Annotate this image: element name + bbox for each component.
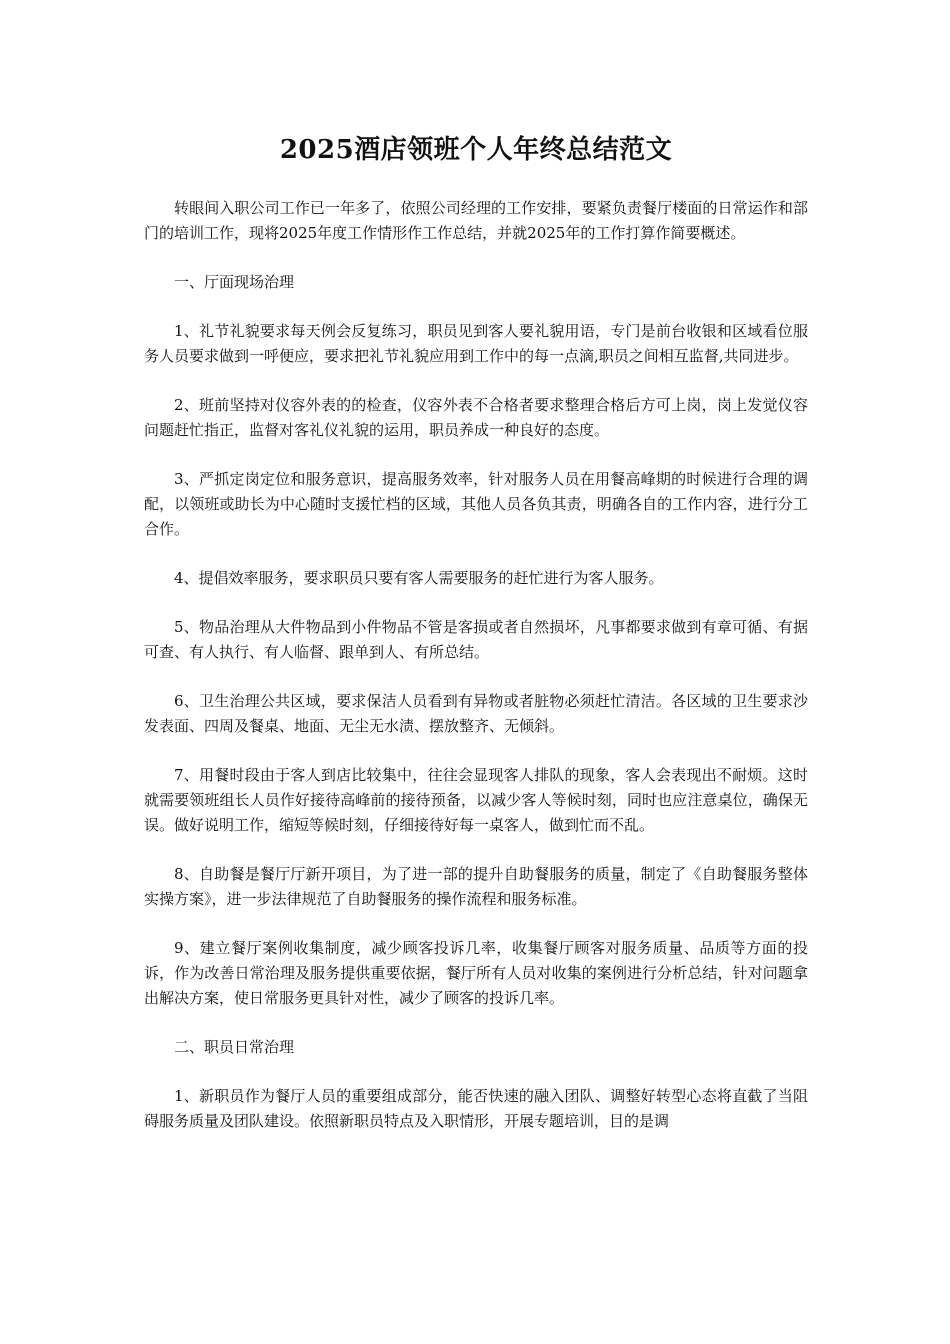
paragraph-1-3: 3、严抓定岗定位和服务意识，提高服务效率，针对服务人员在用餐高峰期的时候进行合理的调配，以领班或助长为中心随时支援忙档的区域，其他人员各负其责，明确各自的工作内容，进行分工合作。 <box>144 470 808 538</box>
paragraph-1-1: 1、礼节礼貌要求每天例会反复练习，职员见到客人要礼貌用语，专门是前台收银和区域看位服务人员要求做到一呼便应，要求把礼节礼貌应用到工作中的每一点滴,职员之间相互监督,共同进步。 <box>144 322 808 365</box>
section-heading-1: 一、厅面现场治理 <box>174 273 295 291</box>
intro-paragraph: 转眼间入职公司工作已一年多了，依照公司经理的工作安排，要紧负责餐厅楼面的日常运作和部门的培训工作，现将2025年度工作情形作工作总结，并就2025年的工作打算作简要概述。 <box>144 199 808 242</box>
section-heading-2: 二、职员日常治理 <box>174 1038 295 1056</box>
paragraph-1-2: 2、班前坚持对仪容外表的的检查，仪容外表不合格者要求整理合格后方可上岗，岗上发觉仪容问题赶忙指正，监督对客礼仪礼貌的运用，职员养成一种良好的态度。 <box>144 396 808 439</box>
document-body <box>144 196 808 1134</box>
paragraph-1-8: 8、自助餐是餐厅厅新开项目，为了进一部的提升自助餐服务的质量，制定了《自助餐服务整体实操方案》，进一步法律规范了自助餐服务的操作流程和服务标准。 <box>144 865 808 908</box>
document-title: 2025酒店领班个人年终总结范文 <box>279 135 673 165</box>
paragraph-2-1: 1、新职员作为餐厅人员的重要组成部分，能否快速的融入团队、调整好转型心态将直截了当阻碍服务质量及团队建设。依照新职员特点及入职情形，开展专题培训，目的是调 <box>144 1087 808 1130</box>
paragraph-1-4: 4、提倡效率服务，要求职员只要有客人需要服务的赶忙进行为客人服务。 <box>174 569 664 587</box>
paragraph-1-9: 9、建立餐厅案例收集制度，减少顾客投诉几率，收集餐厅顾客对服务质量、品质等方面的投诉，作为改善日常治理及服务提供重要依据，餐厅所有人员对收集的案例进行分析总结，针对问题拿出解决方案，使日常服务更具针对性，减少了顾客的投诉几率。 <box>144 939 808 1007</box>
paragraph-1-5: 5、物品治理从大件物品到小件物品不管是客损或者自然损坏，凡事都要求做到有章可循、有据可查、有人执行、有人临督、跟单到人、有所总结。 <box>144 618 808 661</box>
document-page <box>144 0 808 1158</box>
paragraph-1-6: 6、卫生治理公共区域，要求保洁人员看到有异物或者脏物必须赶忙清洁。各区域的卫生要求沙发表面、四周及餐桌、地面、无尘无水渍、摆放整齐、无倾斜。 <box>144 692 808 735</box>
paragraph-1-7: 7、用餐时段由于客人到店比较集中，往往会显现客人排队的现象，客人会表现出不耐烦。这时就需要领班组长人员作好接待高峰前的接待预备，以减少客人等候时刻，同时也应注意桌位，确保无误。做好说明工作，缩短等候时刻，仔细接待好每一桌客人，做到忙而不乱。 <box>144 766 808 834</box>
